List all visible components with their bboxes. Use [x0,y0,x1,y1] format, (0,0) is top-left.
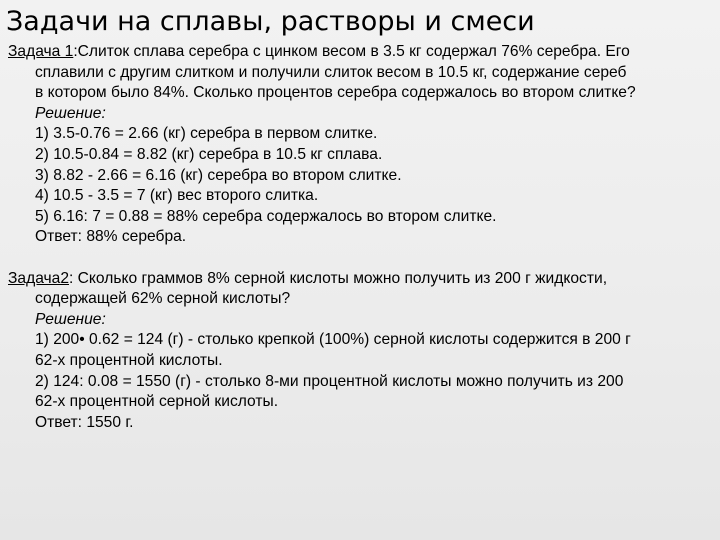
problem-1-solution-label: Решение: [35,104,106,122]
problem-2 [8,269,720,434]
content-body [8,42,720,433]
problem-1-text: :Слиток сплава серебра с цинком весом в 3.5 кг содержал 76% серебра. Его [73,43,630,60]
problem-2-solution-label: Решение: [35,310,106,328]
problem-2-statement-line [8,269,720,290]
problem-2-step: 62-х процентной серной кислоты. [35,393,279,411]
problem-2-step: 62-х процентной кислоты. [35,351,223,369]
problem-1-text-line: в котором было 84%. Сколько процентов серебра содержалось во втором слитке? [35,84,636,102]
problem-1-step: 2) 10.5-0.84 = 8.82 (кг) серебра в 10.5 кг сплава. [35,145,383,163]
problem-2-label: Задача2 [8,269,69,287]
problem-1-step: 3) 8.82 - 2.66 = 6.16 (кг) серебра во втором слитке. [35,166,402,184]
page-title: Задачи на сплавы, растворы и смеси [6,6,535,37]
problem-1 [8,42,720,248]
problem-2-text-line: содержащей 62% серной кислоты? [35,290,291,308]
problem-2-text: : Сколько граммов 8% серной кислоты можно получить из 200 г жидкости, [69,269,608,287]
problem-2-answer: Ответ: 1550 г. [35,413,134,431]
problem-1-step: 1) 3.5-0.76 = 2.66 (кг) серебра в первом слитке. [35,125,378,143]
problem-2-step: 1) 200• 0.62 = 124 (г) - столько крепкой (100%) серной кислоты содержится в 200 г [35,331,631,349]
problem-1-label: Задача 1 [8,43,74,60]
problem-2-step: 2) 124: 0.08 = 1550 (г) - столько 8-ми процентной кислоты можно получить из 200 [35,372,624,390]
problem-1-text-line: сплавили с другим слитком и получили слиток весом в 10.5 кг, содержание сереб [35,63,627,81]
problem-1-statement-line [8,42,720,63]
problem-1-answer: Ответ: 88% серебра. [35,228,187,246]
problem-1-step: 4) 10.5 - 3.5 = 7 (кг) вес второго слитка. [35,187,319,205]
problem-1-step: 5) 6.16: 7 = 0.88 = 88% серебра содержалось во втором слитке. [35,207,497,225]
